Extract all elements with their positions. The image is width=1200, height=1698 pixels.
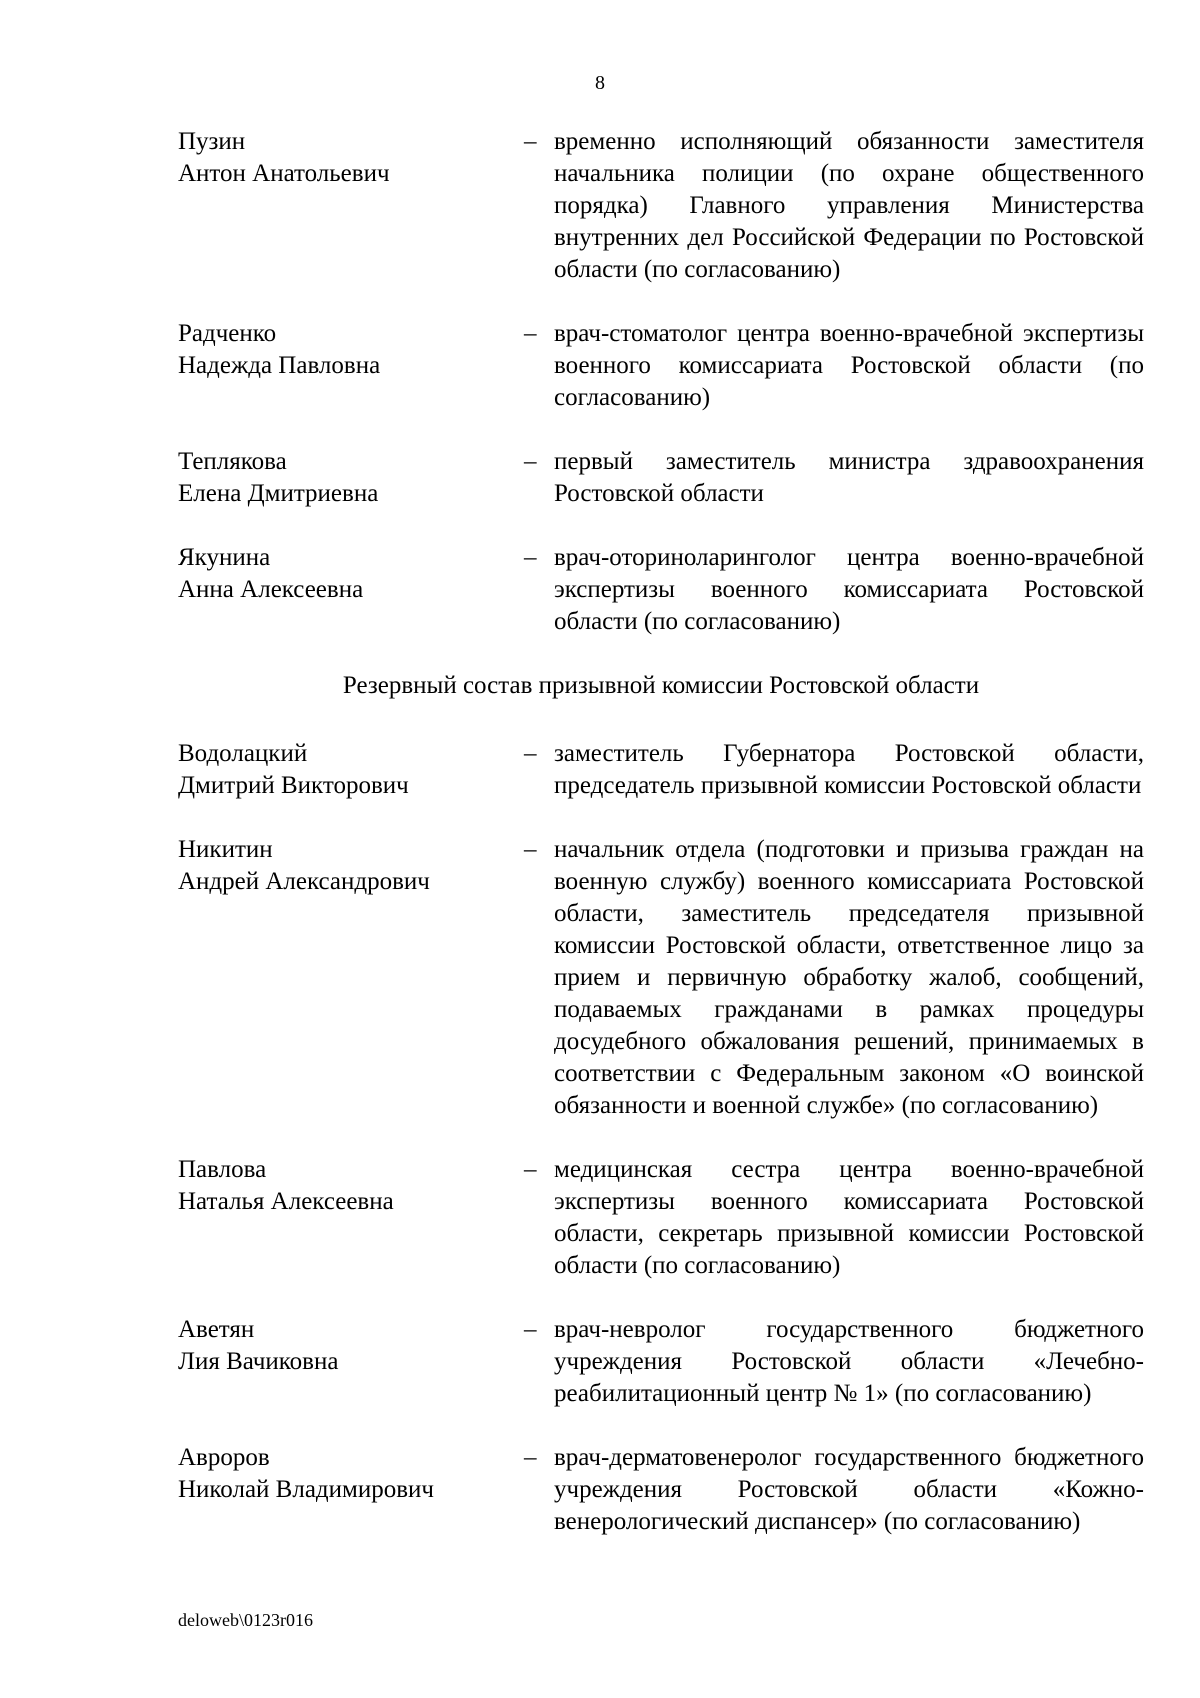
member-surname: Теплякова xyxy=(178,448,287,475)
dash: – xyxy=(524,1316,537,1343)
member-surname: Авроров xyxy=(178,1444,270,1471)
section-title: Резервный состав призывной комиссии Ростовской области xyxy=(342,672,980,699)
member-given-name: Лия Вачиковна xyxy=(178,1348,339,1375)
member-description: врач-стоматолог центра военно-врачебной экспертизы военного комиссариата Ростовской области (по согласованию) xyxy=(554,320,1144,411)
member-name xyxy=(178,318,524,382)
member-given-name: Надежда Павловна xyxy=(178,352,381,379)
member-description: врач-невролог государственного бюджетного учреждения Ростовской области «Лечебно-реабилитационный центр № 1» (по согласованию) xyxy=(554,1316,1144,1407)
member-given-name: Елена Дмитриевна xyxy=(178,480,379,507)
member-given-name: Анна Алексеевна xyxy=(178,576,364,603)
dash: – xyxy=(524,740,537,767)
member-description: медицинская сестра центра военно-врачебной экспертизы военного комиссариата Ростовской области, секретарь призывной комиссии Ростовской области (по согласованию) xyxy=(554,1156,1144,1279)
member-surname: Пузин xyxy=(178,128,246,155)
member-name xyxy=(178,834,524,898)
reserve-member-entry xyxy=(178,738,1144,802)
member-given-name: Андрей Александрович xyxy=(178,868,430,895)
member-name xyxy=(178,542,524,606)
member-entry xyxy=(178,446,1144,510)
member-entry xyxy=(178,318,1144,414)
member-name xyxy=(178,1154,524,1218)
dash: – xyxy=(524,1444,537,1471)
member-given-name: Николай Владимирович xyxy=(178,1476,434,1503)
member-given-name: Дмитрий Викторович xyxy=(178,772,409,799)
member-surname: Якунина xyxy=(178,544,271,571)
member-surname: Радченко xyxy=(178,320,277,347)
dash: – xyxy=(524,836,537,863)
dash: – xyxy=(524,128,537,155)
member-description: первый заместитель министра здравоохранения Ростовской области xyxy=(554,448,1144,507)
member-name xyxy=(178,738,524,802)
member-description: врач-оториноларинголог центра военно-врачебной экспертизы военного комиссариата Ростовской области (по согласованию) xyxy=(554,544,1144,635)
member-surname: Павлова xyxy=(178,1156,267,1183)
document-body xyxy=(178,126,1144,1570)
member-entry xyxy=(178,542,1144,638)
reserve-member-entry xyxy=(178,1442,1144,1538)
reserve-member-entry xyxy=(178,834,1144,1122)
dash: – xyxy=(524,1156,537,1183)
document-footer-code: deloweb\0123r016 xyxy=(178,1610,313,1630)
member-given-name: Антон Анатольевич xyxy=(178,160,390,187)
member-description: начальник отдела (подготовки и призыва граждан на военную службу) военного комиссариата Ростовской области, заместитель председателя призывной комиссии Ростовской области, ответственное лицо за прием и первичную обработку жалоб, сообщений, подаваемых гражданами в рамках процедуры досудебного обжалования решений, принимаемых в соответствии с Федеральным законом «О воинской обязанности и военной службе» (по согласованию) xyxy=(554,836,1144,1119)
page-number: 8 xyxy=(595,72,605,94)
reserve-member-entry xyxy=(178,1154,1144,1282)
member-given-name: Наталья Алексеевна xyxy=(178,1188,394,1215)
dash: – xyxy=(524,544,537,571)
member-description: заместитель Губернатора Ростовской области, председатель призывной комиссии Ростовской области xyxy=(554,740,1144,799)
dash: – xyxy=(524,320,537,347)
member-name xyxy=(178,446,524,510)
reserve-member-entry xyxy=(178,1314,1144,1410)
member-name xyxy=(178,1442,524,1506)
member-surname: Аветян xyxy=(178,1316,255,1343)
member-description: временно исполняющий обязанности заместителя начальника полиции (по охране общественного порядка) Главного управления Министерства внутренних дел Российской Федерации по Ростовской области (по согласованию) xyxy=(554,128,1144,283)
member-entry xyxy=(178,126,1144,286)
member-description: врач-дерматовенеролог государственного бюджетного учреждения Ростовской области «Кожно-венерологический диспансер» (по согласованию) xyxy=(554,1444,1144,1535)
dash: – xyxy=(524,448,537,475)
member-surname: Водолацкий xyxy=(178,740,308,767)
member-name xyxy=(178,126,524,190)
member-surname: Никитин xyxy=(178,836,273,863)
member-name xyxy=(178,1314,524,1378)
